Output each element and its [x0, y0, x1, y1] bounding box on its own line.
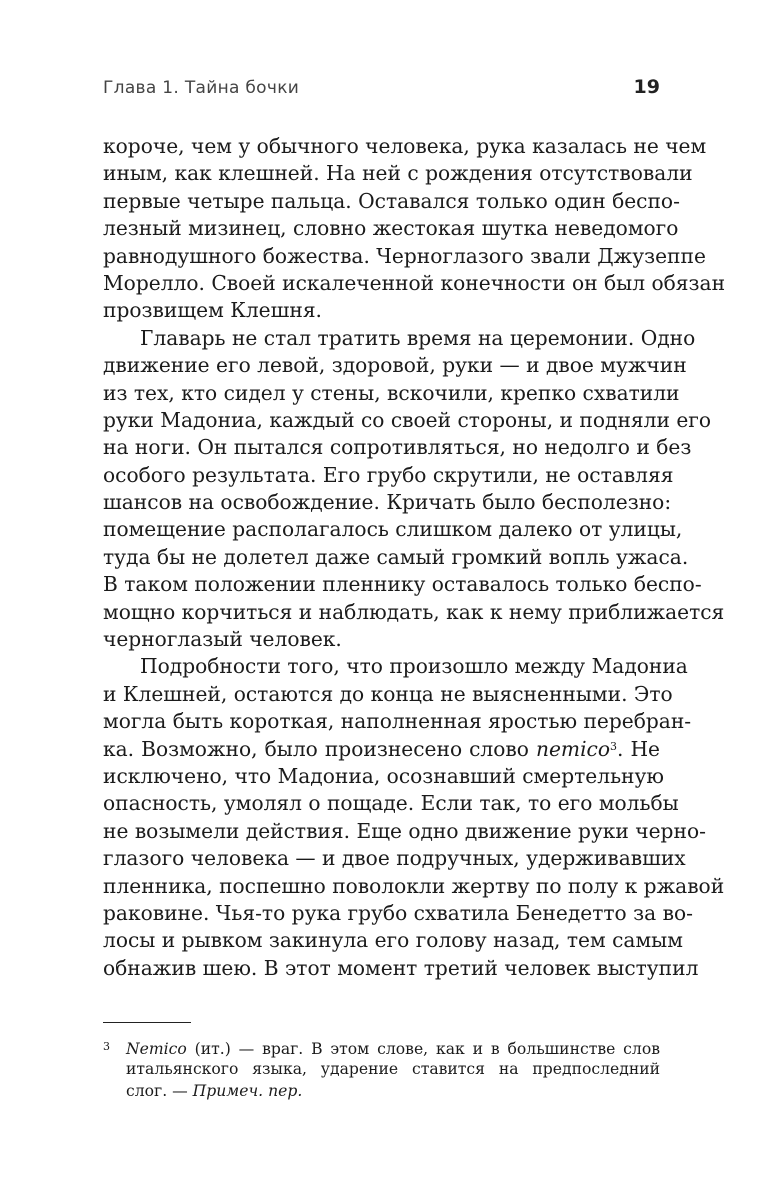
italic-word: nemico [535, 736, 610, 761]
text-fragment: ка. Возможно, было произнесено слово [103, 736, 536, 761]
text-line: помещение располагалось слишком далеко от улицы, [103, 517, 683, 542]
text-line: прозвищем Клешня. [103, 298, 322, 323]
text-line: глазого человека — и двое подручных, удерживавших [103, 846, 686, 871]
text-line: раковине. Чья-то рука грубо схватила Бенедетто за во- [103, 900, 693, 925]
text-line: короче, чем у обычного человека, рука казалась не чем [103, 134, 707, 158]
footnote-term: Nemico [126, 1040, 187, 1058]
text-line: движение его левой, здоровой, руки — и двое мужчин [103, 353, 687, 378]
running-title: Глава 1. Тайна бочки [103, 78, 300, 98]
text-line: опасность, умолял о пощаде. Если так, то его мольбы [103, 791, 679, 816]
footnote-line: итальянского языка, ударение ставится на предпоследний [126, 1060, 660, 1079]
text-line: из тех, кто сидел у стены, вскочили, крепко схватили [103, 380, 680, 405]
footnote-text: (ит.) — враг. В этом слове, как и в большинстве слов [186, 1040, 660, 1058]
footnote-text: слог. — [126, 1082, 193, 1101]
text-line: В таком положении пленнику оставалось только беспо- [103, 572, 702, 597]
text-line: лосы и рывком закинула его голову назад, тем самым [103, 928, 683, 953]
footnote-reference: 3 [610, 739, 617, 753]
text-line: иным, как клешней. На ней с рождения отсутствовали [103, 161, 693, 186]
text-line-with-footnote-ref [103, 736, 660, 763]
text-line: мощно корчиться и наблюдать, как к нему приближается [103, 599, 725, 624]
text-line: Морелло. Своей искалеченной конечности он был обязан [103, 270, 726, 295]
text-line: первые четыре пальца. Оставался только один беспо- [103, 188, 680, 213]
footnote-marker: 3 [103, 1040, 110, 1053]
footnote-line [103, 1036, 660, 1058]
footnote-line [103, 1080, 660, 1102]
text-line: руки Мадониа, каждый со своей стороны, и подняли его [103, 407, 712, 432]
text-line: могла быть короткая, наполненная яростью перебран- [103, 709, 692, 734]
text-line: особого результата. Его грубо скрутили, не оставляя [103, 462, 674, 487]
text-line: пленника, поспешно поволокли жертву по полу к ржавой [103, 873, 725, 898]
text-line: лезный мизинец, словно жестокая шутка неведомого [103, 216, 679, 241]
text-line: шансов на освобождение. Кричать было бесполезно: [103, 490, 672, 515]
footnote [103, 1036, 660, 1103]
text-line: и Клешней, остаются до конца не выясненными. Это [103, 681, 673, 706]
text-line: не возымели действия. Еще одно движение руки черно- [103, 818, 706, 843]
text-line: Подробности того, что произошло между Мадониа [140, 654, 688, 679]
body-text [103, 133, 726, 982]
footnote-divider [103, 1022, 191, 1023]
translator-note: Примеч. пер. [192, 1082, 303, 1101]
text-line: на ноги. Он пытался сопротивляться, но недолго и без [103, 435, 692, 460]
page-number: 19 [633, 76, 660, 98]
running-header [103, 76, 660, 98]
text-line: равнодушного божества. Черноглазого звали Джузеппе [103, 243, 706, 268]
text-line: туда бы не долетел даже самый громкий вопль ужаса. [103, 544, 689, 569]
text-line: Главарь не стал тратить время на церемонии. Одно [140, 325, 696, 350]
text-fragment: . Не [617, 736, 661, 761]
text-line: исключено, что Мадониа, осознавший смертельную [103, 763, 664, 788]
text-line: черноглазый человек. [103, 627, 342, 652]
text-line: обнажив шею. В этот момент третий человек выступил [103, 955, 699, 980]
